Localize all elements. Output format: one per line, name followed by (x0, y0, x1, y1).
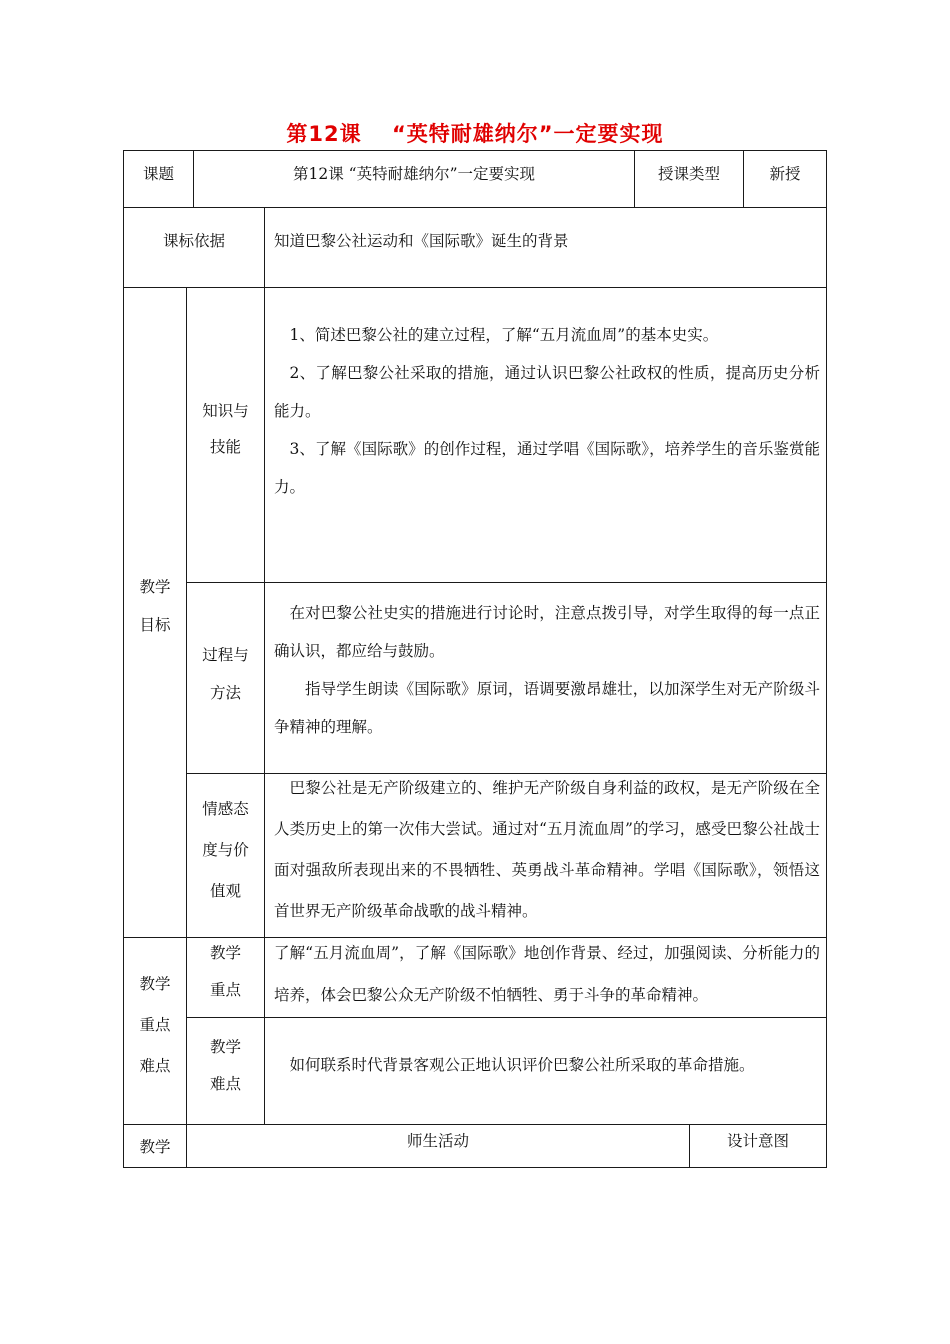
table-rule (186, 1017, 827, 1018)
difficulty-label (187, 1029, 264, 1103)
key-points-label-line: 难点 (139, 1057, 171, 1075)
lesson-type-value: 新授 (769, 165, 801, 183)
emotion-label-line: 情感态 (202, 800, 249, 818)
design-label: 设计意图 (726, 1132, 789, 1150)
process-item: 指导学生朗读《国际歌》原词，语调要激昂雄壮，以加深学生对无产阶级斗争精神的理解。 (274, 680, 820, 736)
focus-label-line: 重点 (209, 981, 241, 999)
knowledge-item: 2、了解巴黎公社采取的措施，通过认识巴黎公社政权的性质，提高历史分析能力。 (274, 364, 820, 420)
process-label-line: 方法 (209, 684, 241, 702)
basis-label: 课标依据 (162, 232, 225, 250)
topic-value: 第12课 “英特耐雄纳尔”一定要实现 (293, 165, 535, 183)
focus-label (187, 935, 264, 1009)
process-label-line: 过程与 (202, 646, 249, 664)
key-points-label (124, 964, 186, 1087)
basis-text: 知道巴黎公社运动和《国际歌》诞生的背景 (274, 232, 569, 250)
difficulty-label-line: 教学 (209, 1038, 241, 1056)
objectives-label (124, 568, 186, 644)
process-label (187, 636, 264, 712)
knowledge-label (187, 393, 264, 465)
table-rule (186, 582, 827, 583)
emotion-label-line: 值观 (209, 882, 241, 900)
key-points-label-line: 教学 (139, 975, 171, 993)
table-rule (123, 207, 827, 208)
objectives-label-line: 目标 (139, 616, 171, 634)
difficulty-label-line: 难点 (209, 1075, 241, 1093)
emotion-label-line: 度与价 (202, 841, 249, 859)
process-content (274, 594, 820, 746)
knowledge-label-line: 知识与 (202, 402, 249, 420)
table-rule (123, 1167, 827, 1168)
knowledge-label-line: 技能 (209, 438, 241, 456)
table-rule (264, 207, 265, 1124)
knowledge-item: 1、简述巴黎公社的建立过程，了解“五月流血周”的基本史实。 (289, 326, 719, 344)
focus-content (274, 932, 820, 1016)
table-rule (123, 287, 827, 288)
emotion-content (274, 768, 820, 932)
knowledge-item: 3、了解《国际歌》的创作过程，通过学唱《国际歌》，培养学生的音乐鉴赏能力。 (274, 440, 820, 496)
emotion-label (187, 789, 264, 912)
focus-text: 了解“五月流血周”，了解《国际歌》地创作背景、经过，加强阅读、分析能力的培养，体会巴黎公众无产阶级不怕牺牲、勇于斗争的革命精神。 (274, 944, 820, 1004)
activity-label: 师生活动 (406, 1132, 469, 1150)
objectives-label-line: 教学 (139, 578, 171, 596)
emotion-text: 巴黎公社是无产阶级建立的、维护无产阶级自身利益的政权，是无产阶级在全人类历史上的第一次伟大尝试。通过对“五月流血周”的学习，感受巴黎公社战士面对强敌所表现出来的不畏牺牲、英勇战斗革命精神。学唱《国际歌》，领悟这首世界无产阶级革命战歌的战斗精神。 (274, 779, 820, 920)
process-item: 在对巴黎公社史实的措施进行讨论时，注意点拨引导，对学生取得的每一点正确认识，都应给与鼓励。 (274, 604, 820, 660)
focus-label-line: 教学 (209, 944, 241, 962)
difficulty-text: 如何联系时代背景客观公正地认识评价巴黎公社所采取的革命措施。 (289, 1056, 755, 1074)
process-row-label: 教学 (139, 1138, 171, 1156)
table-rule (826, 150, 827, 1168)
topic-label: 课题 (142, 165, 174, 183)
page-title: 第12课 “英特耐雄纳尔”一定要实现 (286, 122, 664, 146)
difficulty-content (274, 1046, 820, 1084)
lesson-type-label: 授课类型 (657, 165, 720, 183)
key-points-label-line: 重点 (139, 1016, 171, 1034)
table-rule (123, 150, 827, 151)
knowledge-content (274, 316, 820, 506)
